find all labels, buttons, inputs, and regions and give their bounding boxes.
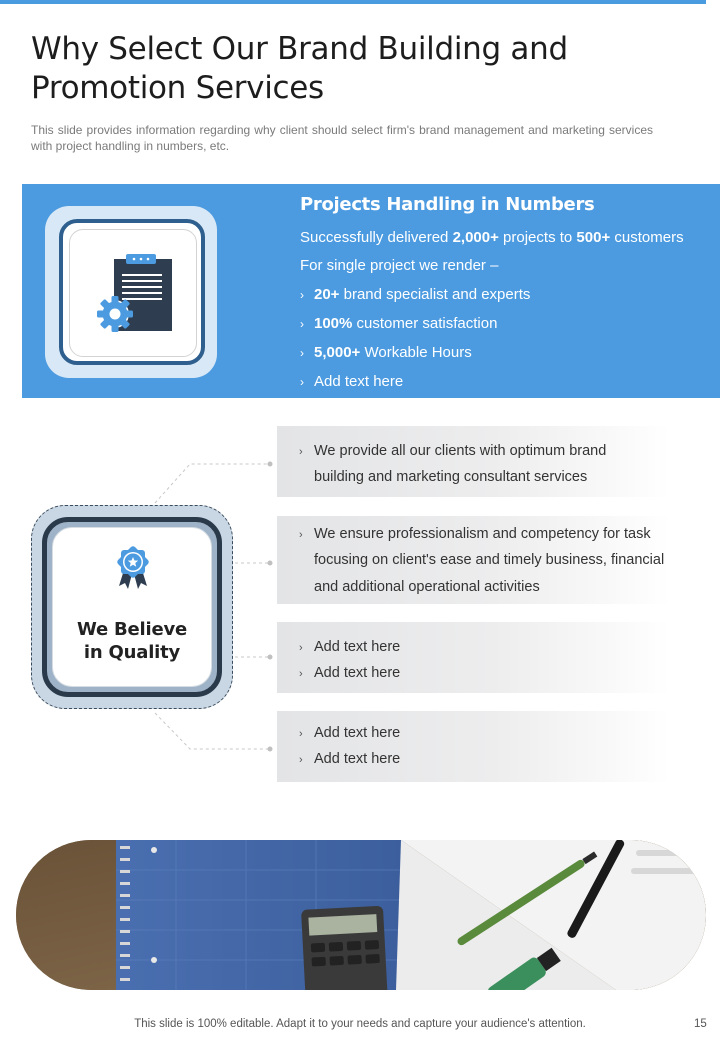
chevron-right-icon: › xyxy=(300,317,304,331)
projects-icon-tile xyxy=(69,229,197,357)
chevron-right-icon: › xyxy=(300,375,304,389)
card-4-line-1 xyxy=(299,723,400,744)
quality-label xyxy=(53,618,211,664)
bullet-3-value: 5,000+ xyxy=(314,344,361,361)
bullet-2-value: 100% xyxy=(314,315,353,332)
chevron-right-icon: › xyxy=(299,754,303,766)
card-2-line-1 xyxy=(299,524,651,545)
projects-bullet-2 xyxy=(300,314,497,334)
bullet-1-value: 20+ xyxy=(314,286,340,303)
projects-line1-post: customers xyxy=(610,229,684,246)
card-3-text-2: Add text here xyxy=(314,665,401,681)
card-2-line-2 xyxy=(299,550,664,570)
quality-tile xyxy=(52,527,212,687)
award-ribbon-icon xyxy=(115,544,151,592)
projects-render-line: For single project we render – xyxy=(300,257,499,274)
projects-icon-frame xyxy=(45,206,217,378)
projects-heading: Projects Handling in Numbers xyxy=(300,194,595,215)
card-2-text-1: We ensure professionalism and competency for task xyxy=(314,526,651,542)
chevron-right-icon: › xyxy=(299,642,303,654)
customers-count: 500+ xyxy=(576,229,611,246)
title-line-2: Promotion Services xyxy=(31,70,324,106)
projects-count: 2,000+ xyxy=(452,229,499,246)
projects-icon-ring xyxy=(59,219,205,365)
card-2-line-3 xyxy=(299,577,540,597)
info-card-1 xyxy=(277,426,671,497)
card-1-text-2: building and marketing consultant services xyxy=(314,469,588,485)
projects-line1-mid: projects to xyxy=(498,229,577,246)
card-2-text-2: focusing on client's ease and timely business, financial xyxy=(314,552,665,568)
bullet-3-text: Workable Hours xyxy=(360,344,472,361)
quality-line-2: in Quality xyxy=(83,642,181,663)
projects-delivered-line xyxy=(300,228,684,248)
title-line-1: Why Select Our Brand Building and xyxy=(31,31,568,67)
info-card-3 xyxy=(277,622,671,693)
document-gear-icon xyxy=(70,230,196,356)
chevron-right-icon: › xyxy=(299,668,303,680)
page-title xyxy=(31,30,651,108)
chevron-right-icon: › xyxy=(299,529,303,541)
card-3-line-1 xyxy=(299,637,400,658)
card-2-text-3: and additional operational activities xyxy=(314,579,540,595)
quality-ring xyxy=(42,517,222,697)
projects-bullet-4 xyxy=(300,372,403,392)
card-1-text-1: We provide all our clients with optimum brand xyxy=(314,443,607,459)
bullet-2-text: customer satisfaction xyxy=(352,315,498,332)
chevron-right-icon: › xyxy=(299,446,303,458)
desk-photo-illustration xyxy=(16,840,706,990)
quality-line-1: We Believe xyxy=(76,619,188,640)
bullet-4-text: Add text here xyxy=(314,373,404,390)
footer-note: This slide is 100% editable. Adapt it to your needs and capture your audience's attention. xyxy=(134,1018,586,1030)
card-1-line-2 xyxy=(299,467,587,487)
card-4-text-2: Add text here xyxy=(314,751,401,767)
quality-badge xyxy=(31,505,233,709)
chevron-right-icon: › xyxy=(300,288,304,302)
card-3-text-1: Add text here xyxy=(314,639,401,655)
top-accent-bar xyxy=(0,0,706,4)
chevron-right-icon: › xyxy=(300,346,304,360)
chevron-right-icon: › xyxy=(299,728,303,740)
card-4-line-2 xyxy=(299,749,400,770)
projects-bullet-3 xyxy=(300,343,472,363)
desk-photo xyxy=(16,840,706,990)
card-4-text-1: Add text here xyxy=(314,725,401,741)
card-3-line-2 xyxy=(299,663,400,684)
card-1-line-1 xyxy=(299,441,606,462)
projects-line1-pre: Successfully delivered xyxy=(300,229,453,246)
projects-bullet-1 xyxy=(300,285,530,305)
info-card-4 xyxy=(277,711,671,782)
bullet-1-text: brand specialist and experts xyxy=(339,286,531,303)
projects-panel xyxy=(22,184,720,398)
page-number: 15 xyxy=(694,1018,707,1030)
page-subtitle: This slide provides information regarding why client should select firm's brand management and marketing services with project handling in numbers, etc. xyxy=(31,123,653,153)
info-card-2 xyxy=(277,516,671,604)
